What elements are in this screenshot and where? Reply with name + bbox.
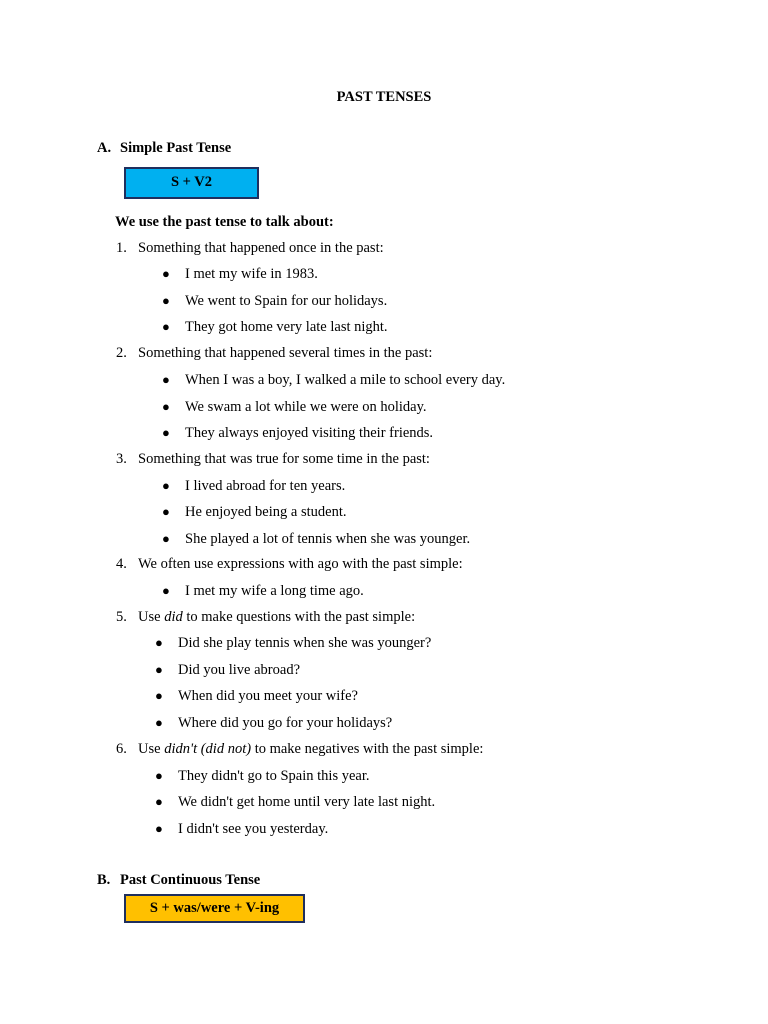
bullet-icon: ● <box>162 319 170 334</box>
example-sentence: Did she play tennis when she was younger? <box>178 635 432 651</box>
list-item-text: to make negatives with the past simple: <box>251 741 484 757</box>
list-item-text: Use <box>138 609 165 625</box>
list-item-5 <box>116 608 415 626</box>
bullet-icon: ● <box>155 662 163 677</box>
bullet-icon: ● <box>155 768 163 783</box>
bullet-icon: ● <box>162 372 170 387</box>
bullet-icon: ● <box>162 266 170 281</box>
list-number: 6. <box>116 741 127 757</box>
example-sentence: Did you live abroad? <box>178 662 301 678</box>
bullet-icon: ● <box>155 794 163 809</box>
example-sentence: When I was a boy, I walked a mile to school every day. <box>185 372 506 388</box>
emphasis-text: didn't (did not) <box>164 741 252 757</box>
example-sentence: We went to Spain for our holidays. <box>185 293 388 309</box>
list-item-text: to make questions with the past simple: <box>182 609 416 625</box>
page-title: PAST TENSES <box>336 89 432 105</box>
section-a-letter: A. <box>97 140 112 156</box>
example-sentence: Where did you go for your holidays? <box>178 715 393 731</box>
list-item-3 <box>116 450 430 468</box>
example-sentence: When did you meet your wife? <box>178 688 358 704</box>
list-number: 3. <box>116 451 127 467</box>
example-sentence: They got home very late last night. <box>185 319 388 335</box>
example-sentence: We swam a lot while we were on holiday. <box>185 399 427 415</box>
list-number: 2. <box>116 345 127 361</box>
section-a-heading <box>97 139 231 157</box>
emphasis-text: did <box>164 609 183 625</box>
list-item-1 <box>116 239 384 257</box>
example-sentence: She played a lot of tennis when she was younger. <box>185 531 471 547</box>
example-sentence: I met my wife a long time ago. <box>185 583 364 599</box>
list-number: 5. <box>116 609 127 625</box>
example-sentence: I met my wife in 1983. <box>185 266 318 282</box>
bullet-icon: ● <box>155 688 163 703</box>
example-sentence: They didn't go to Spain this year. <box>178 768 370 784</box>
list-item-2 <box>116 344 432 362</box>
list-item-text: Something that was true for some time in the past: <box>138 451 430 467</box>
bullet-icon: ● <box>155 821 163 836</box>
example-sentence: He enjoyed being a student. <box>185 504 347 520</box>
bullet-icon: ● <box>162 425 170 440</box>
bullet-icon: ● <box>155 715 163 730</box>
section-b-title: Past Continuous Tense <box>120 872 261 888</box>
section-b-letter: B. <box>97 872 111 888</box>
list-item-text: We often use expressions with ago with the past simple: <box>138 556 463 572</box>
section-b-heading <box>97 871 260 889</box>
bullet-icon: ● <box>162 399 170 414</box>
example-sentence: I lived abroad for ten years. <box>185 478 346 494</box>
formula-box-simple-past: S + V2 <box>124 167 259 199</box>
intro-text: We use the past tense to talk about: <box>115 214 334 230</box>
bullet-icon: ● <box>162 478 170 493</box>
list-item-text: Something that happened several times in the past: <box>138 345 433 361</box>
bullet-icon: ● <box>162 293 170 308</box>
example-sentence: We didn't get home until very late last night. <box>178 794 436 810</box>
example-sentence: They always enjoyed visiting their friends. <box>185 425 434 441</box>
list-number: 1. <box>116 240 127 256</box>
bullet-icon: ● <box>162 504 170 519</box>
list-item-4 <box>116 555 463 573</box>
bullet-icon: ● <box>155 635 163 650</box>
list-item-text: Something that happened once in the past: <box>138 240 384 256</box>
section-a-title: Simple Past Tense <box>120 140 232 156</box>
list-item-6 <box>116 740 483 758</box>
bullet-icon: ● <box>162 531 170 546</box>
example-sentence: I didn't see you yesterday. <box>178 821 329 837</box>
list-item-text: Use <box>138 741 165 757</box>
list-number: 4. <box>116 556 127 572</box>
formula-box-past-continuous: S + was/were + V-ing <box>124 894 305 923</box>
bullet-icon: ● <box>162 583 170 598</box>
